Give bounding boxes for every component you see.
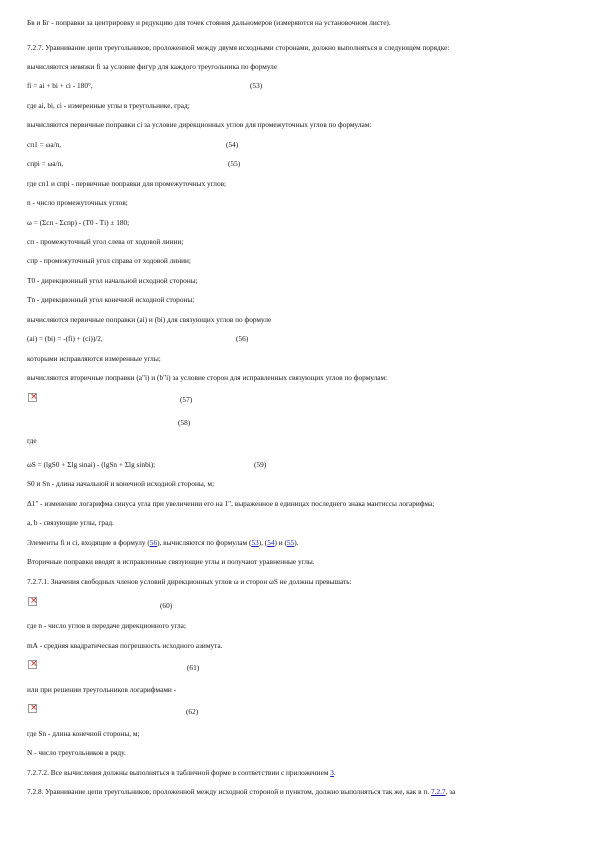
formula-line: ω = (Σсп - Σспр) - (Т0 - Тi) ± 180;	[27, 218, 130, 227]
text-line: вычисляются первичные поправки ci за условие дирекционных углов для промежуточных углов по формулам:	[27, 120, 372, 129]
text-fragment: Элементы fi и сi, входящие в формулу (	[27, 538, 150, 547]
formula-54-link[interactable]: 54	[267, 538, 275, 547]
text-line	[27, 787, 455, 796]
text-line: N - число треугольников в ряду.	[27, 748, 126, 757]
appendix-3-link[interactable]: 3	[330, 768, 334, 777]
equation-number: (59)	[254, 460, 267, 469]
text-line: или при решении треугольников логарифмами -	[27, 685, 177, 694]
broken-formula-image-icon	[28, 393, 37, 402]
text-line: где ai, bi, ci - измеренные углы в треугольнике, град;	[27, 101, 190, 110]
text-line: где n - число углов в передаче дирекционного угла;	[27, 621, 186, 630]
equation-number: (58)	[178, 418, 191, 427]
equation-number: (60)	[160, 601, 173, 610]
text-line: n - число промежуточных углов;	[27, 198, 128, 207]
text-line: где Sn - длина конечной стороны, м;	[27, 729, 140, 738]
text-line: Т0 - дирекционный угол начальной исходной стороны;	[27, 276, 198, 285]
equation-number: (55)	[228, 159, 241, 168]
equation-number: (56)	[236, 334, 249, 343]
text-line: Тn - дирекционный угол конечной исходной стороны;	[27, 295, 195, 304]
text-line: вычисляются вторичные поправки (а"i) и (b"i) за условие сторон для исправленных связующих углов по формулам:	[27, 373, 388, 382]
text-fragment: ) и (	[274, 538, 287, 547]
text-fragment: 7.2.8. Уравнивание цепи треугольников, проложенной между исходной стороной и пунктом, должно выполняться так же, как в п.	[27, 787, 431, 796]
formula-line: (аi) = (bi) = -(fi) + (сi))/2,	[27, 334, 103, 343]
formula-line: ωS = (lgS0 + Σlg sinаi) - (lgSn + Σlg sinbi);	[27, 460, 156, 469]
formula-56-link[interactable]: 56	[149, 538, 158, 547]
formula-53-link[interactable]: 53	[251, 538, 259, 547]
text-fragment: .	[333, 768, 336, 777]
formula-line: fi = ai + bi + ci - 180°,	[27, 81, 93, 90]
broken-formula-image-icon	[28, 660, 37, 669]
formula-line: спрi = ωа/n,	[27, 159, 64, 168]
equation-number: (57)	[180, 395, 193, 404]
text-line: вычисляются первичные поправки (аi) и (bi) для связующих углов по формуле	[27, 315, 272, 324]
text-line: где сп1 и спрi - первичные поправки для промежуточных углов;	[27, 179, 227, 188]
broken-formula-image-icon	[28, 597, 37, 606]
section-7-2-7-link[interactable]: 7.2.7	[430, 787, 446, 796]
text-line: S0 и Sn - длина начальной и конечной исходной стороны, м;	[27, 479, 215, 488]
text-line: спр - промежуточный угол справа от ходовой линии;	[27, 256, 191, 265]
formula-line: сп1 = ωа/n,	[27, 140, 62, 149]
text-line: 7.2.7.1. Значения свободных членов условий дирекционных углов ω и сторон ωS не должны превышать:	[27, 577, 352, 586]
text-line: которыми исправляются измеренные углы;	[27, 354, 161, 363]
text-line: сп - промежуточный угол слева от ходовой линии;	[27, 237, 184, 246]
text-line	[27, 538, 298, 547]
equation-number: (54)	[226, 140, 239, 149]
text-line	[27, 768, 336, 777]
text-fragment: 7.2.7.2. Все вычисления должны выполняться в табличной форме в соответствии с приложением	[27, 768, 331, 777]
text-fragment: ), вычисляются по формулам (	[157, 538, 252, 547]
text-line: Бв и Бг - поправки за центрировку и редукцию для точек стояния дальномеров (измеряются на установочном листе).	[27, 18, 391, 27]
equation-number: (61)	[187, 663, 200, 672]
formula-55-link[interactable]: 55	[286, 538, 295, 547]
text-line: вычисляются невязки fi за условие фигур для каждого треугольника по формуле	[27, 62, 278, 71]
text-line: а, b - связующие углы, град.	[27, 518, 114, 527]
text-fragment: , за	[445, 787, 456, 796]
text-fragment: ).	[294, 538, 299, 547]
text-line: 7.2.7. Уравнивание цепи треугольников, проложенной между двумя исходными сторонами, должно выполняться в следующем порядке:	[27, 43, 450, 52]
broken-formula-image-icon	[28, 704, 37, 713]
text-line: mА - средняя квадратическая погрешность исходного азимута.	[27, 641, 223, 650]
equation-number: (53)	[250, 81, 263, 90]
text-line: Δ1" - изменение логарифма синуса угла при увеличении его на 1", выраженное в единицах последнего знака мантиссы логарифма;	[27, 499, 435, 508]
text-line: где	[27, 436, 37, 445]
text-fragment: ), (	[258, 538, 268, 547]
text-line: Вторичные поправки вводят в исправленные связующие углы и получают уравненные углы.	[27, 557, 315, 566]
equation-number: (62)	[186, 707, 199, 716]
